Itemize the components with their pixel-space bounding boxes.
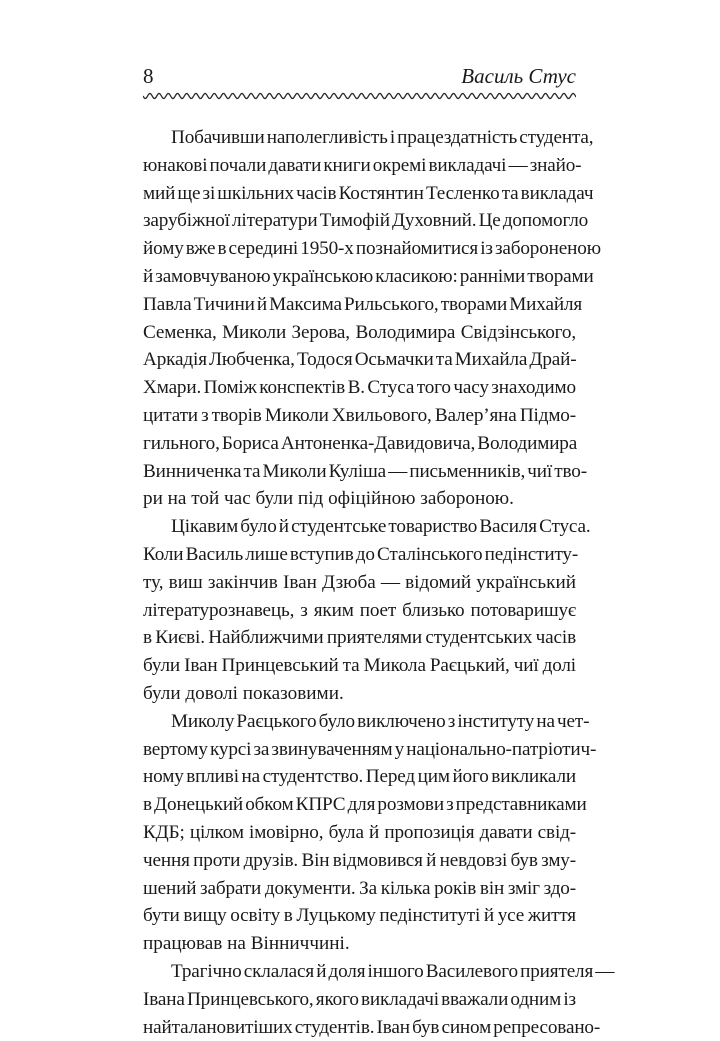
text-line: Івана Принцевського, якого викладачі вважали одним із — [143, 986, 576, 1014]
paragraph — [143, 708, 576, 958]
paragraph — [143, 513, 576, 708]
running-title: Василь Стус — [461, 63, 576, 89]
text-line: гильного, Бориса Антоненка-Давидовича, Володимира — [143, 430, 576, 458]
text-line: чення проти друзів. Він відмовився й невдовзі був змy- — [143, 847, 576, 875]
paragraph — [143, 958, 576, 1041]
text-line: цитати з творів Миколи Хвильового, Валер’яна Підмо- — [143, 402, 576, 430]
text-line: ному впливі на студентство. Перед цим його викликали — [143, 763, 576, 791]
text-line: юнакові почали давати книги окремі викладачі — знайо- — [143, 152, 576, 180]
text-line: Побачивши наполегливість і працездатність студента, — [143, 124, 576, 152]
text-line: Семенка, Миколи Зерова, Володимира Свідзінського, — [143, 319, 576, 347]
text-line: Миколу Раєцького було виключено з інституту на чет- — [143, 708, 576, 736]
text-line: Коли Василь лише вступив до Сталінського педінститу- — [143, 541, 576, 569]
text-line: КДБ; цілком імовірно, була й пропозиція давати свід- — [143, 819, 576, 847]
text-line: Павла Тичини й Максима Рильського, творами Михайля — [143, 291, 576, 319]
text-line: Хмари. Поміж конспектів В. Стуса того часу знаходимо — [143, 374, 576, 402]
text-line: мий ще зі шкільних часів Костянтин Тесленко та викладач — [143, 180, 576, 208]
text-line: ту, виш закінчив Іван Дзюба — відомий український — [143, 569, 576, 597]
wavy-divider — [143, 91, 576, 101]
text-line: шений забрати документи. За кілька років він зміг здо- — [143, 875, 576, 903]
text-line: Трагічно склалася й доля іншого Василевого приятеля — — [143, 958, 576, 986]
text-line: були доволі показовими. — [143, 680, 576, 708]
page-header — [143, 63, 576, 89]
text-line: Аркадія Любченка, Тодося Осьмачки та Михайла Драй- — [143, 346, 576, 374]
text-line: бути вищу освіту в Луцькому педінституті й усе життя — [143, 902, 576, 930]
text-line: працював на Вінниччині. — [143, 930, 576, 958]
text-line: Цікавим було й студентське товариство Василя Стуса. — [143, 513, 576, 541]
text-line: Винниченка та Миколи Куліша — письменників, чиї тво- — [143, 458, 576, 486]
text-line: найталановитіших студентів. Іван був сином репресовано- — [143, 1014, 576, 1041]
text-line: вертому курсі за звинуваченням у національно-патріотич- — [143, 736, 576, 764]
page-number: 8 — [143, 63, 154, 89]
text-line: літературознавець, з яким поет близько потоваришує — [143, 597, 576, 625]
body-text — [143, 124, 576, 1041]
text-line: ри на той час були під офіційною забороною. — [143, 485, 576, 513]
text-line: зарубіжної літератури Тимофій Духовний. Це допомогло — [143, 207, 576, 235]
text-line: в Донецький обком КПРС для розмови з представниками — [143, 791, 576, 819]
text-line: йому вже в середині 1950-х познайомитися із забороненою — [143, 235, 576, 263]
text-line: й замовчуваною українською класикою: ранніми творами — [143, 263, 576, 291]
text-line: в Києві. Найближчими приятелями студентських часів — [143, 624, 576, 652]
paragraph — [143, 124, 576, 513]
text-line: були Іван Принцевський та Микола Раєцький, чиї долі — [143, 652, 576, 680]
